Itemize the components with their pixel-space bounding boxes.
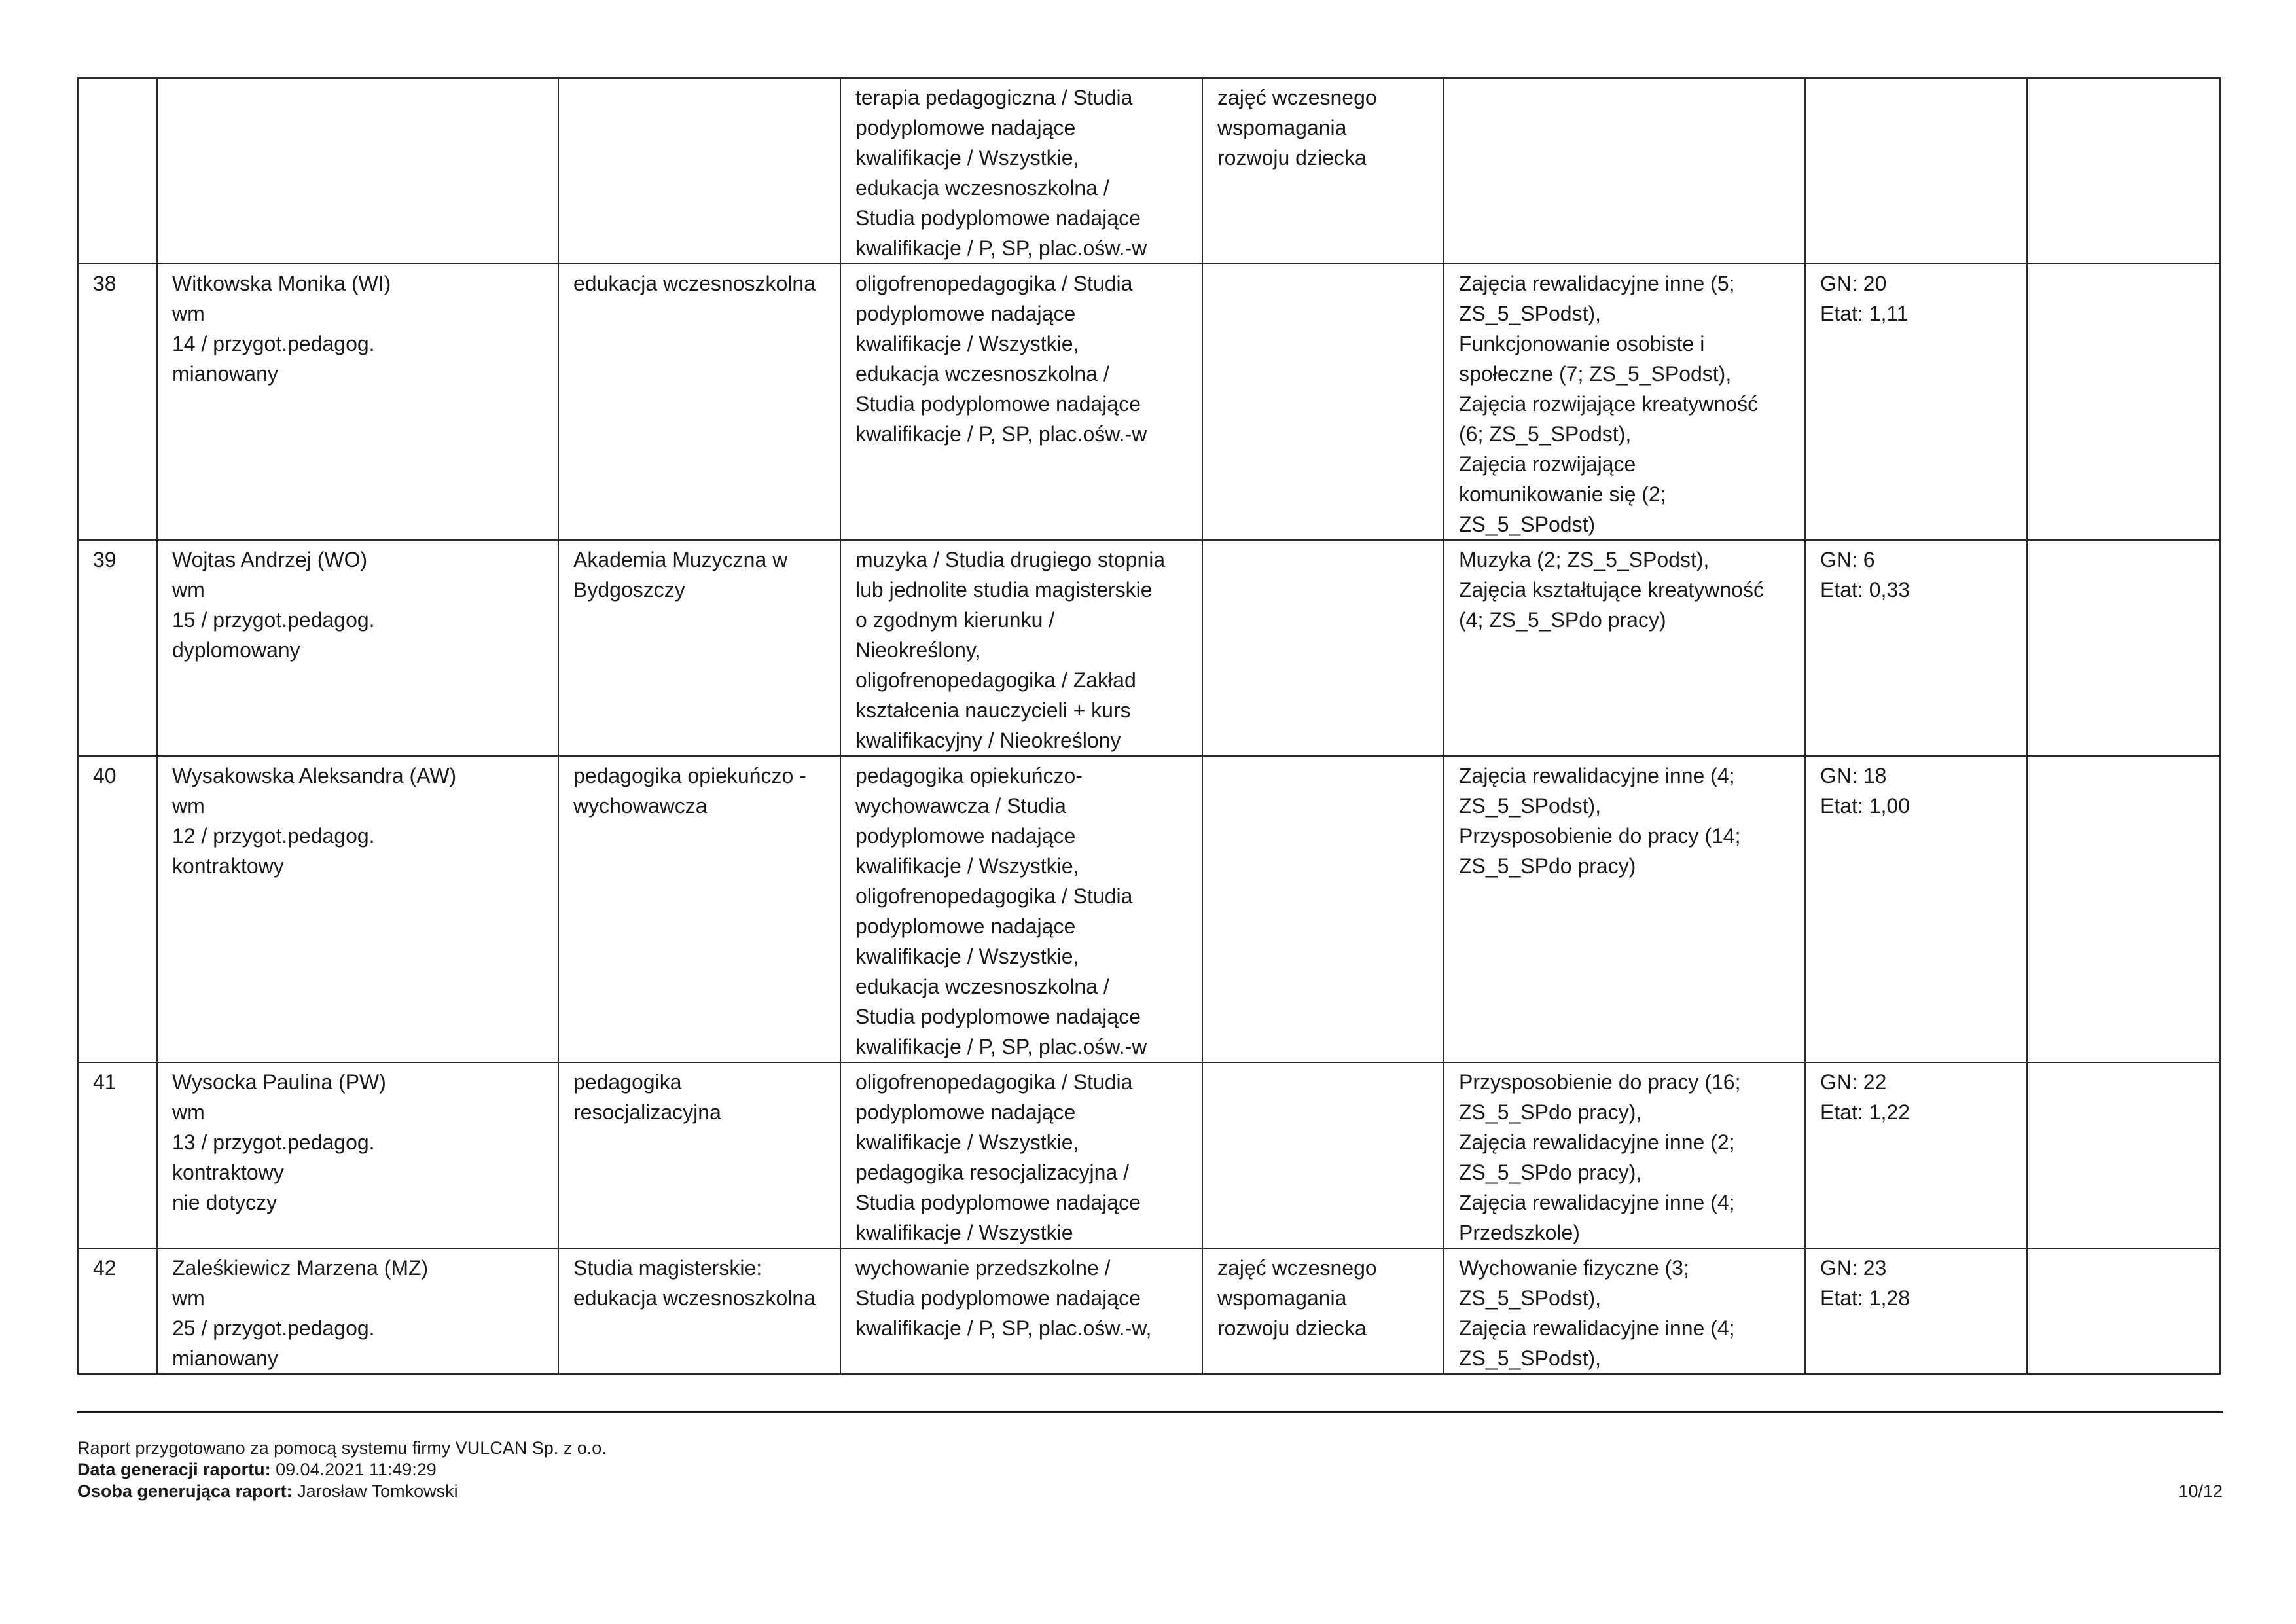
education-cell	[558, 1248, 840, 1374]
cell-text-line: mianowany	[172, 362, 278, 386]
cell-text-line: podyplomowe nadające	[855, 302, 1076, 325]
cell-text-line: ZS_5_SPdo pracy),	[1459, 1100, 1642, 1124]
cell-text-line: zajęć wczesnego	[1217, 1256, 1377, 1280]
additional-qualifications-cell	[1202, 1248, 1444, 1374]
cell-text-line: Zajęcia rewalidacyjne inne (4;	[1459, 1316, 1735, 1340]
cell-text-line: wm	[172, 1100, 205, 1124]
cell-text-line: 12 / przygot.pedagog.	[172, 824, 375, 848]
lp-cell	[78, 264, 157, 540]
cell-text-line: komunikowanie się (2;	[1459, 482, 1666, 506]
cell-text-line: kwalifikacje / Wszystkie,	[855, 945, 1079, 968]
cell-text-line: Zaleśkiewicz Marzena (MZ)	[172, 1256, 429, 1280]
teacher-cell	[157, 78, 558, 264]
lp-cell	[78, 1248, 157, 1374]
cell-text-line: GN: 22	[1820, 1070, 1887, 1094]
additional-qualifications-cell	[1202, 756, 1444, 1062]
cell-text-line: edukacja wczesnoszkolna	[573, 1286, 816, 1310]
cell-text-line: Wychowanie fizyczne (3;	[1459, 1256, 1689, 1280]
cell-text-line: wm	[172, 794, 205, 818]
education-cell	[558, 540, 840, 756]
cell-text-line: 42	[93, 1256, 117, 1280]
cell-text-line: nie dotyczy	[172, 1191, 278, 1214]
cell-text-line: wspomagania	[1217, 116, 1347, 139]
teacher-cell	[157, 264, 558, 540]
lp-cell	[78, 756, 157, 1062]
cell-text-line: Wysocka Paulina (PW)	[172, 1070, 386, 1094]
workload-cell	[1805, 540, 2027, 756]
cell-text-line: Przedszkole)	[1459, 1221, 1580, 1244]
classes-cell	[1444, 1248, 1805, 1374]
education-cell	[558, 756, 840, 1062]
cell-text-line: Studia podyplomowe nadające	[855, 1191, 1141, 1214]
cell-text-line: Studia podyplomowe nadające	[855, 392, 1141, 416]
qualifications-cell	[840, 1062, 1202, 1248]
workload-cell	[1805, 78, 2027, 264]
cell-text-line: Zajęcia kształtujące kreatywność	[1459, 578, 1764, 602]
cell-text-line: kwalifikacje / Wszystkie,	[855, 146, 1079, 170]
teacher-cell	[157, 1248, 558, 1374]
teacher-cell	[157, 756, 558, 1062]
cell-text-line: Studia podyplomowe nadające	[855, 206, 1141, 230]
cell-text-line: ZS_5_SPodst)	[1459, 513, 1596, 536]
cell-text-line: ZS_5_SPdo pracy)	[1459, 854, 1636, 878]
cell-text-line: wspomagania	[1217, 1286, 1347, 1310]
footer-author-value: Jarosław Tomkowski	[292, 1481, 458, 1501]
cell-text-line: 15 / przygot.pedagog.	[172, 608, 375, 632]
lp-cell	[78, 1062, 157, 1248]
table-row	[78, 264, 2220, 540]
cell-text-line: Muzyka (2; ZS_5_SPodst),	[1459, 548, 1710, 571]
cell-text-line: Zajęcia rozwijające kreatywność	[1459, 392, 1759, 416]
cell-text-line: pedagogika opiekuńczo -	[573, 764, 806, 787]
cell-text-line: pedagogika	[573, 1070, 682, 1094]
cell-text-line: Etat: 1,00	[1820, 794, 1910, 818]
notes-cell	[2027, 756, 2220, 1062]
cell-text-line: wm	[172, 302, 205, 325]
workload-cell	[1805, 756, 2027, 1062]
cell-text-line: Wysakowska Aleksandra (AW)	[172, 764, 457, 787]
cell-text-line: kwalifikacje / P, SP, plac.ośw.-w	[855, 236, 1147, 260]
table-row	[78, 540, 2220, 756]
cell-text-line: Etat: 0,33	[1820, 578, 1910, 602]
education-cell	[558, 78, 840, 264]
footer-vendor-line: Raport przygotowano za pomocą systemu firmy VULCAN Sp. z o.o.	[77, 1438, 607, 1458]
cell-text-line: Funkcjonowanie osobiste i	[1459, 332, 1705, 355]
notes-cell	[2027, 78, 2220, 264]
cell-text-line: 38	[93, 272, 117, 295]
lp-cell	[78, 78, 157, 264]
cell-text-line: GN: 18	[1820, 764, 1887, 787]
cell-text-line: Zajęcia rewalidacyjne inne (2;	[1459, 1130, 1735, 1154]
qualifications-cell	[840, 264, 1202, 540]
cell-text-line: społeczne (7; ZS_5_SPodst),	[1459, 362, 1732, 386]
cell-text-line: Studia podyplomowe nadające	[855, 1286, 1141, 1310]
cell-text-line: Studia magisterskie:	[573, 1256, 762, 1280]
cell-text-line: 41	[93, 1070, 117, 1094]
cell-text-line: Zajęcia rewalidacyjne inne (4;	[1459, 1191, 1735, 1214]
classes-cell	[1444, 540, 1805, 756]
cell-text-line: (6; ZS_5_SPodst),	[1459, 422, 1632, 446]
cell-text-line: ZS_5_SPodst),	[1459, 1286, 1601, 1310]
table-row	[78, 1062, 2220, 1248]
cell-text-line: kwalifikacje / Wszystkie,	[855, 854, 1079, 878]
education-cell	[558, 264, 840, 540]
workload-cell	[1805, 264, 2027, 540]
cell-text-line: terapia pedagogiczna / Studia	[855, 86, 1133, 109]
cell-text-line: 13 / przygot.pedagog.	[172, 1130, 375, 1154]
additional-qualifications-cell	[1202, 264, 1444, 540]
lp-cell	[78, 540, 157, 756]
cell-text-line: wychowawcza / Studia	[855, 794, 1066, 818]
qualifications-cell	[840, 540, 1202, 756]
cell-text-line: kwalifikacje / Wszystkie,	[855, 332, 1079, 355]
additional-qualifications-cell	[1202, 78, 1444, 264]
additional-qualifications-cell	[1202, 540, 1444, 756]
cell-text-line: Zajęcia rewalidacyjne inne (5;	[1459, 272, 1735, 295]
cell-text-line: GN: 6	[1820, 548, 1875, 571]
cell-text-line: muzyka / Studia drugiego stopnia	[855, 548, 1166, 571]
classes-cell	[1444, 78, 1805, 264]
qualifications-cell	[840, 756, 1202, 1062]
cell-text-line: podyplomowe nadające	[855, 116, 1076, 139]
cell-text-line: oligofrenopedagogika / Studia	[855, 272, 1133, 295]
cell-text-line: kwalifikacyjny / Nieokreślony	[855, 729, 1121, 752]
cell-text-line: Studia podyplomowe nadające	[855, 1005, 1141, 1028]
cell-text-line: kwalifikacje / Wszystkie	[855, 1221, 1073, 1244]
cell-text-line: edukacja wczesnoszkolna /	[855, 176, 1109, 200]
cell-text-line: podyplomowe nadające	[855, 824, 1076, 848]
table-row	[78, 756, 2220, 1062]
footer-date-label: Data generacji raportu:	[77, 1460, 271, 1479]
cell-text-line: ZS_5_SPodst),	[1459, 1346, 1601, 1370]
footer-author-label: Osoba generująca raport:	[77, 1481, 293, 1501]
cell-text-line: podyplomowe nadające	[855, 914, 1076, 938]
cell-text-line: Nieokreślony,	[855, 638, 981, 662]
cell-text-line: kontraktowy	[172, 854, 284, 878]
cell-text-line: rozwoju dziecka	[1217, 1316, 1367, 1340]
cell-text-line: Przysposobienie do pracy (16;	[1459, 1070, 1741, 1094]
cell-text-line: Przysposobienie do pracy (14;	[1459, 824, 1741, 848]
cell-text-line: 40	[93, 764, 117, 787]
report-footer	[77, 1437, 607, 1502]
workload-cell	[1805, 1248, 2027, 1374]
page-number: 10/12	[2178, 1481, 2223, 1501]
qualifications-cell	[840, 78, 1202, 264]
cell-text-line: 39	[93, 548, 117, 571]
cell-text-line: ZS_5_SPdo pracy),	[1459, 1161, 1642, 1184]
cell-text-line: o zgodnym kierunku /	[855, 608, 1055, 632]
cell-text-line: dyplomowany	[172, 638, 300, 662]
cell-text-line: ZS_5_SPodst),	[1459, 794, 1601, 818]
cell-text-line: 14 / przygot.pedagog.	[172, 332, 375, 355]
cell-text-line: GN: 23	[1820, 1256, 1887, 1280]
classes-cell	[1444, 756, 1805, 1062]
cell-text-line: podyplomowe nadające	[855, 1100, 1076, 1124]
additional-qualifications-cell	[1202, 1062, 1444, 1248]
cell-text-line: Zajęcia rozwijające	[1459, 452, 1636, 476]
footer-date-line	[77, 1459, 607, 1481]
cell-text-line: Zajęcia rewalidacyjne inne (4;	[1459, 764, 1735, 787]
workload-cell	[1805, 1062, 2027, 1248]
teachers-table	[77, 77, 2221, 1375]
cell-text-line: wychowanie przedszkolne /	[855, 1256, 1111, 1280]
cell-text-line: 25 / przygot.pedagog.	[172, 1316, 375, 1340]
cell-text-line: GN: 20	[1820, 272, 1887, 295]
footer-divider	[77, 1411, 2223, 1413]
cell-text-line: edukacja wczesnoszkolna /	[855, 975, 1109, 998]
cell-text-line: pedagogika resocjalizacyjna /	[855, 1161, 1130, 1184]
cell-text-line: kwalifikacje / P, SP, plac.ośw.-w,	[855, 1316, 1152, 1340]
classes-cell	[1444, 264, 1805, 540]
table-row	[78, 1248, 2220, 1374]
cell-text-line: kontraktowy	[172, 1161, 284, 1184]
notes-cell	[2027, 1062, 2220, 1248]
cell-text-line: resocjalizacyjna	[573, 1100, 721, 1124]
cell-text-line: Bydgoszczy	[573, 578, 685, 602]
cell-text-line: pedagogika opiekuńczo-	[855, 764, 1083, 787]
cell-text-line: oligofrenopedagogika / Zakład	[855, 668, 1136, 692]
cell-text-line: Etat: 1,22	[1820, 1100, 1910, 1124]
teacher-cell	[157, 1062, 558, 1248]
cell-text-line: rozwoju dziecka	[1217, 146, 1367, 170]
education-cell	[558, 1062, 840, 1248]
notes-cell	[2027, 1248, 2220, 1374]
cell-text-line: zajęć wczesnego	[1217, 86, 1377, 109]
cell-text-line: mianowany	[172, 1346, 278, 1370]
cell-text-line: (4; ZS_5_SPdo pracy)	[1459, 608, 1666, 632]
cell-text-line: wm	[172, 1286, 205, 1310]
cell-text-line: Etat: 1,28	[1820, 1286, 1910, 1310]
cell-text-line: edukacja wczesnoszkolna /	[855, 362, 1109, 386]
cell-text-line: kwalifikacje / P, SP, plac.ośw.-w	[855, 422, 1147, 446]
cell-text-line: Etat: 1,11	[1820, 302, 1909, 325]
table-row	[78, 78, 2220, 264]
cell-text-line: Akademia Muzyczna w	[573, 548, 788, 571]
footer-date-value: 09.04.2021 11:49:29	[270, 1460, 437, 1479]
cell-text-line: kwalifikacje / P, SP, plac.ośw.-w	[855, 1035, 1147, 1058]
notes-cell	[2027, 264, 2220, 540]
cell-text-line: kształcenia nauczycieli + kurs	[855, 698, 1131, 722]
cell-text-line: lub jednolite studia magisterskie	[855, 578, 1153, 602]
qualifications-cell	[840, 1248, 1202, 1374]
cell-text-line: wm	[172, 578, 205, 602]
cell-text-line: ZS_5_SPodst),	[1459, 302, 1601, 325]
notes-cell	[2027, 540, 2220, 756]
footer-author-line	[77, 1481, 607, 1502]
cell-text-line: oligofrenopedagogika / Studia	[855, 884, 1133, 908]
cell-text-line: kwalifikacje / Wszystkie,	[855, 1130, 1079, 1154]
cell-text-line: Wojtas Andrzej (WO)	[172, 548, 368, 571]
cell-text-line: Witkowska Monika (WI)	[172, 272, 391, 295]
classes-cell	[1444, 1062, 1805, 1248]
cell-text-line: wychowawcza	[573, 794, 708, 818]
cell-text-line: oligofrenopedagogika / Studia	[855, 1070, 1133, 1094]
teacher-cell	[157, 540, 558, 756]
cell-text-line: edukacja wczesnoszkolna	[573, 272, 816, 295]
